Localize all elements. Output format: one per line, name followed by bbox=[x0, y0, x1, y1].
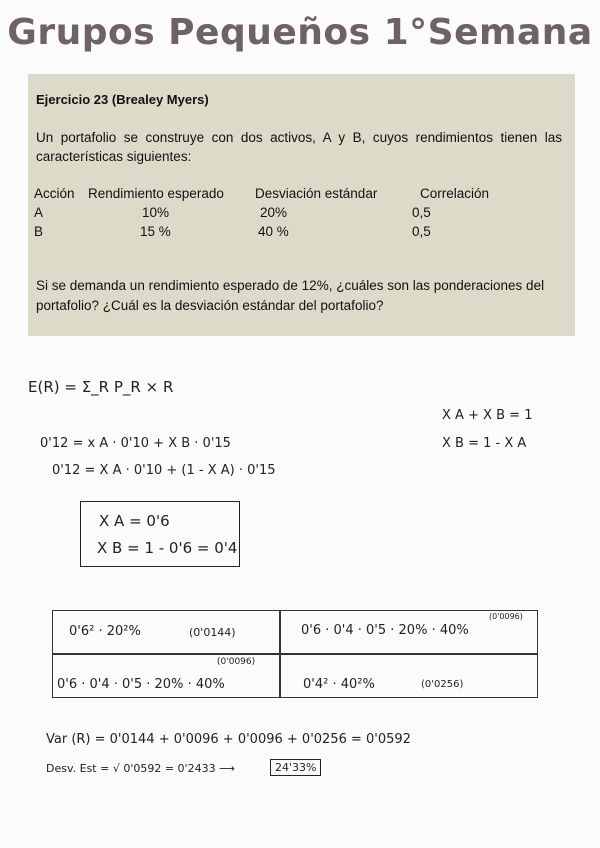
page-title: Grupos Pequeños 1°Semana bbox=[7, 12, 593, 53]
col-header-return: Rendimiento esperado bbox=[88, 186, 224, 201]
table-cell: 40 % bbox=[258, 224, 289, 239]
exercise-box bbox=[28, 74, 575, 336]
table-cell: 15 % bbox=[140, 224, 171, 239]
matrix-cell-bb: 0'4² · 40²% bbox=[303, 677, 375, 692]
weight-b: X B = 1 - 0'6 = 0'4 bbox=[97, 539, 238, 557]
matrix-divider bbox=[53, 653, 537, 655]
weights-result-box bbox=[80, 501, 240, 567]
equation-1: 0'12 = x A · 0'10 + X B · 0'15 bbox=[40, 436, 231, 451]
matrix-cell-aa: 0'6² · 20²% bbox=[69, 624, 141, 639]
covariance-matrix bbox=[52, 610, 538, 698]
col-header-correlation: Correlación bbox=[420, 186, 490, 201]
col-header-action: Acción bbox=[34, 186, 75, 201]
std-dev-result: 24'33% bbox=[270, 759, 321, 776]
matrix-cell-ab-value: (0'0096) bbox=[489, 612, 523, 621]
table-cell: 0,5 bbox=[412, 205, 431, 220]
exercise-heading: Ejercicio 23 (Brealey Myers) bbox=[36, 92, 209, 107]
col-header-stdev: Desviación estándar bbox=[255, 186, 378, 201]
table-cell: 0,5 bbox=[412, 224, 431, 239]
std-dev-calculation: Desv. Est = √ 0'0592 = 0'2433 ⟶ bbox=[46, 762, 235, 775]
matrix-cell-aa-value: (0'0144) bbox=[189, 626, 236, 639]
matrix-cell-ab: 0'6 · 0'4 · 0'5 · 20% · 40% bbox=[301, 623, 469, 638]
weights-constraint-b: X B = 1 - X A bbox=[442, 436, 527, 451]
table-cell: A bbox=[34, 205, 44, 220]
table-cell: 10% bbox=[142, 205, 170, 220]
matrix-cell-bb-value: (0'0256) bbox=[421, 679, 464, 690]
equation-2: 0'12 = X A · 0'10 + (1 - X A) · 0'15 bbox=[52, 463, 276, 478]
exercise-statement: Un portafolio se construye con dos activos, A y B, cuyos rendimientos tienen las características siguientes: bbox=[36, 130, 562, 164]
exercise-question: Si se demanda un rendimiento esperado de 12%, ¿cuáles son las ponderaciones del portafolio? ¿Cuál es la desviación estándar del portafolio? bbox=[36, 278, 545, 313]
table-cell: B bbox=[34, 224, 44, 239]
matrix-cell-ba: 0'6 · 0'4 · 0'5 · 20% · 40% bbox=[57, 677, 225, 692]
matrix-cell-ba-value: (0'0096) bbox=[217, 657, 256, 667]
table-cell: 20% bbox=[260, 205, 288, 220]
variance-calculation: Var (R) = 0'0144 + 0'0096 + 0'0096 + 0'0256 = 0'0592 bbox=[46, 732, 411, 747]
weight-a: X A = 0'6 bbox=[99, 512, 170, 530]
expected-return-formula: E(R) = Σ_R P_R × R bbox=[28, 378, 174, 396]
weights-constraint: X A + X B = 1 bbox=[442, 408, 533, 423]
